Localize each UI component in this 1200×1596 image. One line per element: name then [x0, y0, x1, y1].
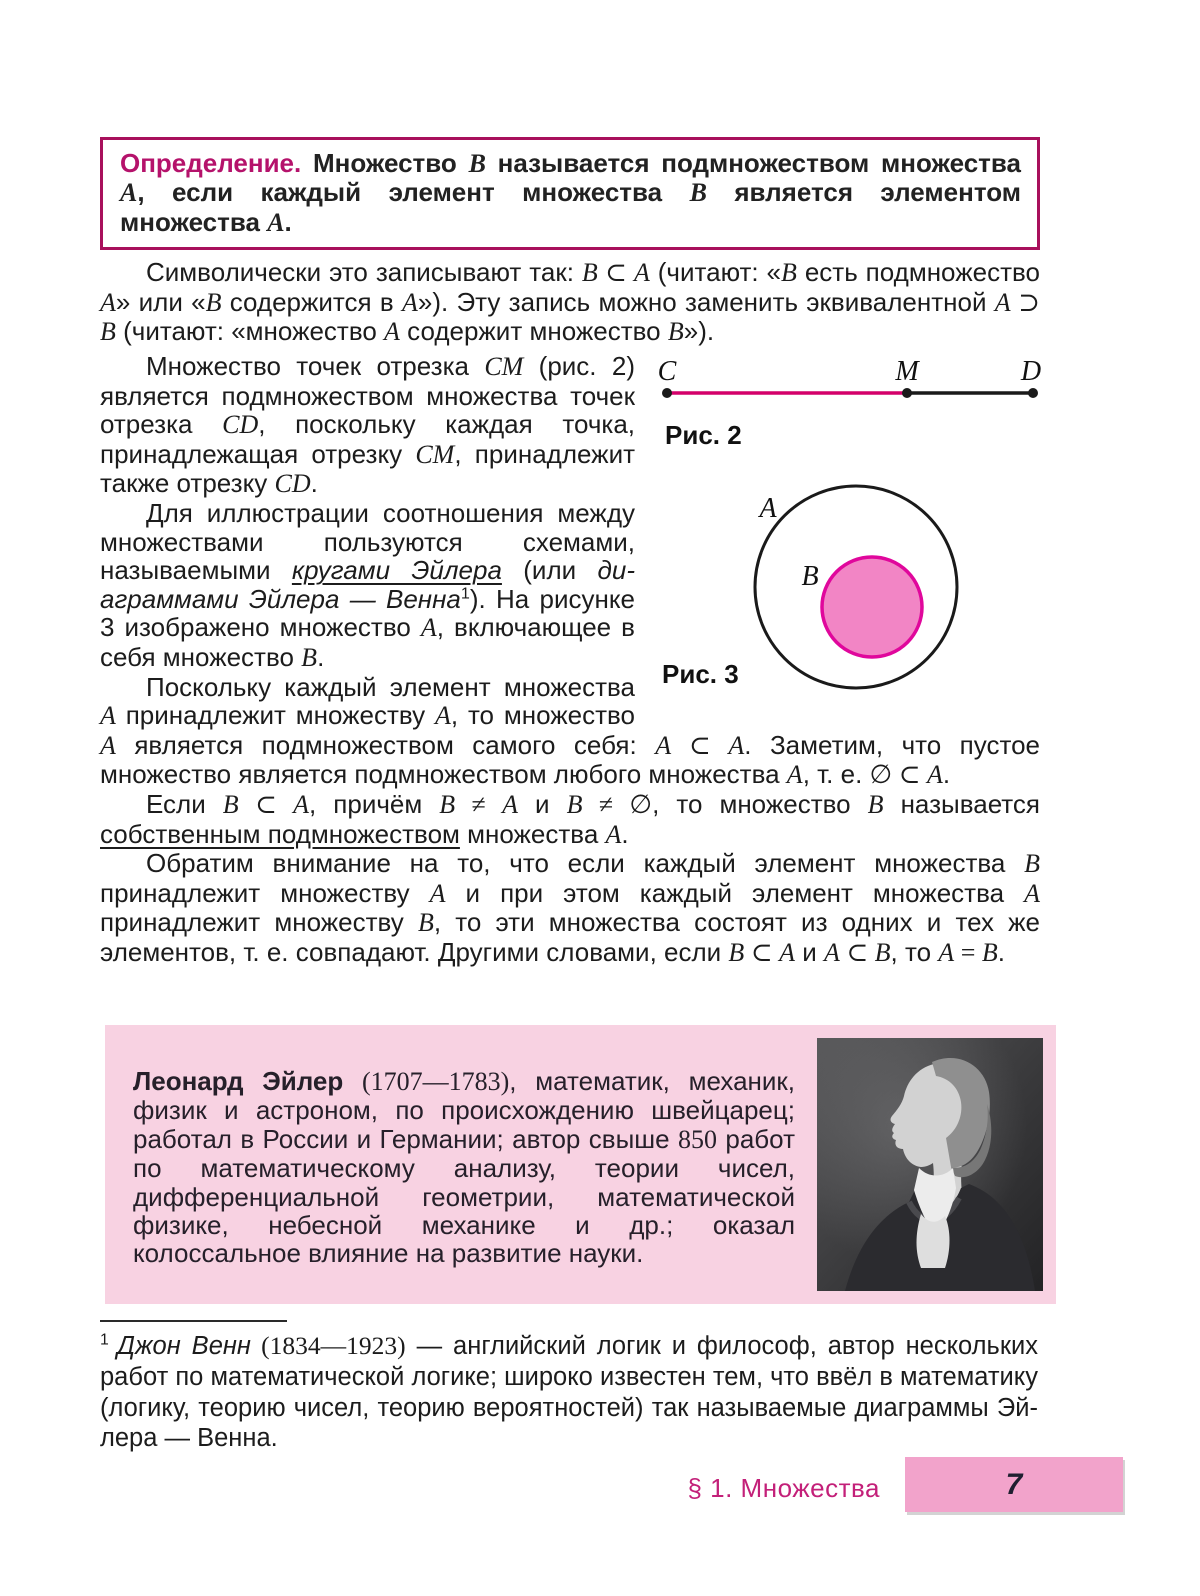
euler-bio-text: Леонард Эйлер (1707—1783), математик, механик, физик и астроном, по происхождению швейцарец; работал в России и Германии; автор свыше 850 работ по математическому анализу, теории чисел, дифференциальной геометрии, математической физике, небесной механике и др.; оказал колоссальное влияние на развитие науки.	[133, 1066, 796, 1269]
point-label-d: D	[1020, 356, 1042, 387]
point-label-m: M	[895, 356, 919, 387]
paragraph-symbolic-notation: Символически это записывают так: B ⊂ A (читают: «B есть подмножество A» или «B содержится в A»). Эту запись можно заменить эквивалентной A ⊃ B (читают: «множество A содержит множество B»).	[100, 257, 1040, 347]
point-dot-m	[902, 388, 912, 398]
footnote-rule	[100, 1320, 287, 1322]
page-number: 7	[1005, 1467, 1023, 1501]
portrait-jabot	[917, 1214, 950, 1268]
point-label-c: C	[657, 356, 677, 387]
set-b-label: B	[801, 561, 819, 592]
euler-portrait-image	[817, 1038, 1043, 1291]
definition-text: Определение. Множество B называется подмножеством множества A, если каждый элемент множества B является элементом множества A.	[120, 148, 1021, 237]
paragraph-euler-circles: Для иллюстрации соотношения между множествами пользуются схемами, называемыми кругами Эйлера (или диаграммами Эйлера — Венна$^1$). На рисунке 3 изображено множество A, включающее в себя множество B.	[100, 497, 635, 672]
paragraph-self-subset: Поскольку каждый элемент множества A принадлежит множеству A, то множество A является подмножеством самого себя: A ⊂ A. Заметим, что пустое множество является подмножеством любого множества A, т. е. ∅ ⊂ A.	[100, 671, 1040, 790]
paragraph-equal-sets: Обратим внимание на то, что если каждый элемент множества B принадлежит множеству A и при этом каждый элемент множества A принадлежит множеству B, то эти множества состоят из одних и тех же элементов, т. е. совпадают. Другими словами, если B ⊂ A и A ⊂ B, то A = B.	[100, 848, 1040, 967]
figure-3-euler-diagram	[640, 470, 1045, 705]
point-dot-d	[1028, 388, 1038, 398]
figure-3-caption: Рис. 3	[662, 659, 739, 689]
figure-2-caption: Рис. 2	[665, 420, 742, 450]
page-number-badge	[905, 1457, 1123, 1512]
point-dot-c	[662, 388, 672, 398]
set-a-label: A	[759, 493, 777, 524]
euler-bio-box	[105, 1025, 1056, 1304]
footer-section-label: § 1. Множества	[687, 1473, 880, 1503]
definition-box	[100, 137, 1040, 250]
figure-2-segment-diagram	[640, 352, 1045, 467]
paragraph-proper-subset: Если B ⊂ A, причём B ≠ A и B ≠ ∅, то множество B называется собственным подмножеством множества A.	[100, 788, 1040, 849]
paragraph-segment-cm: Множество точек отрезка CM (рис. 2) является подмножеством множества точек отрезка CD, поскольку каждая точка, принадлежащая отрезку CM, принадлежит также отрезку CD.	[100, 351, 636, 499]
set-b-circle	[822, 557, 922, 657]
footnote-text: $^1$ Джон Венн (1834—1923) — английский логик и философ, автор нескольких работ по математической логике; широко известен тем, что ввёл в математику (логику, теорию чисел, теорию вероятностей) так называемые диаграммы Эйлера — Венна.	[100, 1331, 1038, 1453]
